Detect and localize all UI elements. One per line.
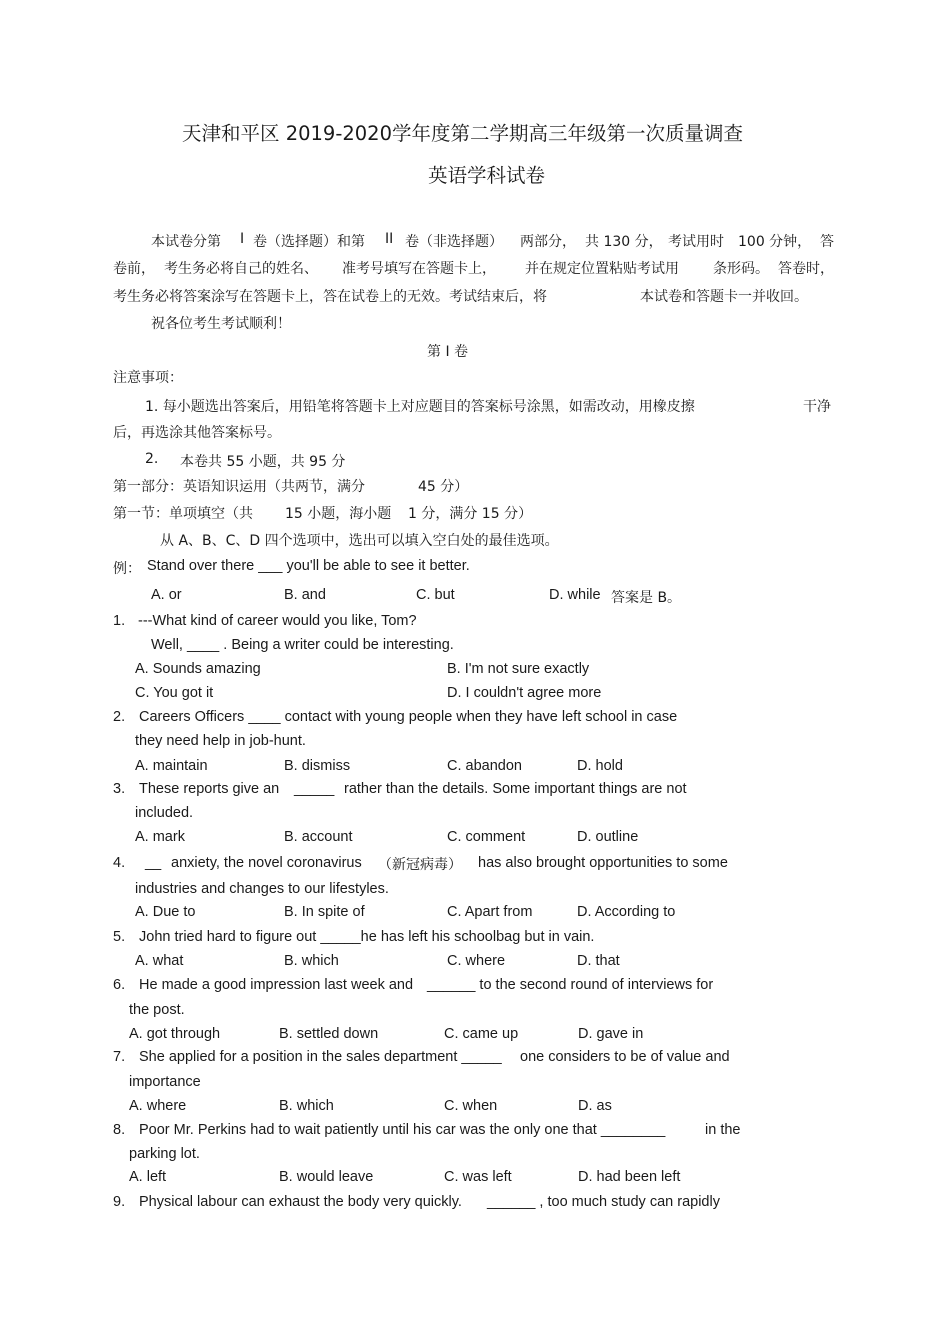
question-stem: These reports give an [139, 781, 280, 797]
question-blank: _____ [294, 781, 335, 797]
question-number: 8. [113, 1122, 126, 1138]
question-stem: they need help in job-hunt. [135, 733, 306, 749]
option-a: A. Due to [135, 904, 196, 920]
question-stem: She applied for a position in the sales department _____ [139, 1049, 502, 1065]
question-stem: John tried hard to figure out _____he has left his schoolbag but in vain. [139, 929, 595, 945]
intro-text: 卷（选择题）和第 [253, 234, 365, 250]
option-a: A. maintain [135, 758, 208, 774]
question-stem: ______ , too much study can rapidly [487, 1194, 720, 1210]
question-stem: Physical labour can exhaust the body very quickly. [139, 1194, 462, 1210]
intro-text: 答 [820, 234, 834, 250]
good-luck-text: 祝各位考生考试顺利！ [151, 316, 291, 332]
question-number: 4. [113, 855, 126, 871]
example-stem: Stand over there ___ you'll be able to see it better. [147, 558, 470, 574]
option-c: C. comment [447, 829, 526, 845]
option-d: D. gave in [578, 1026, 644, 1042]
question-stem: Well, ____ . Being a writer could be interesting. [151, 637, 454, 653]
part-heading: 第一部分：英语知识运用（共两节，满分 [113, 479, 365, 495]
question-stem: （新冠病毒） [378, 857, 462, 873]
option-b: B. would leave [279, 1169, 374, 1185]
notice-heading: 注意事项： [113, 370, 183, 386]
question-stem: industries and changes to our lifestyles. [135, 881, 389, 897]
option-d: D. had been left [578, 1169, 681, 1185]
question-number: 7. [113, 1049, 126, 1065]
option-c: C. where [447, 953, 506, 969]
question-stem: one considers to be of value and [520, 1049, 730, 1065]
question-stem: included. [135, 805, 194, 821]
option-d: D. outline [577, 829, 639, 845]
question-stem: anxiety, the novel coronavirus [171, 855, 362, 871]
notice-item-1: 干净 [803, 399, 831, 415]
intro-text: 条形码。 [713, 261, 769, 277]
option-b: B. account [284, 829, 353, 845]
option-c: C. You got it [135, 685, 214, 701]
intro-text: 考生务必将答案涂写在答题卡上，答在试卷上的无效。考试结束后，将 [113, 289, 547, 305]
intro-text: 本试卷分第 [151, 234, 221, 250]
option-c: C. abandon [447, 758, 522, 774]
option-b: B. which [279, 1098, 334, 1114]
intro-text: 两部分， [520, 234, 576, 250]
intro-text: 答卷时， [778, 261, 834, 277]
volume-heading: 第 I 卷 [427, 344, 469, 360]
option-c: C. was left [444, 1169, 512, 1185]
option-a: A. where [129, 1098, 187, 1114]
question-stem: importance [129, 1074, 201, 1090]
option-a: A. Sounds amazing [135, 661, 261, 677]
exam-title: 天津和平区 2019-2020学年度第二学期高三年级第一次质量调查 [182, 122, 743, 145]
question-stem: ---What kind of career would you like, Tom? [138, 613, 417, 629]
option-c: C. when [444, 1098, 498, 1114]
question-number: 6. [113, 977, 126, 993]
option-b: B. In spite of [284, 904, 365, 920]
question-stem: Careers Officers ____ contact with young people when they have left school in case [139, 709, 678, 725]
intro-text: 并在规定位置粘贴考试用 [525, 261, 679, 277]
option-c: C. Apart from [447, 904, 533, 920]
intro-text: 考生务必将自己的姓名、 [164, 261, 318, 277]
intro-text: 准考号填写在答题卡上， [342, 261, 496, 277]
question-blank: __ [145, 855, 162, 871]
option-a: A. mark [135, 829, 185, 845]
option-b: B. I'm not sure exactly [447, 661, 590, 677]
notice-item-1: 1. 每小题选出答案后，用铅笔将答题卡上对应题目的答案标号涂黑，如需改动，用橡皮擦 [145, 399, 695, 415]
question-number: 9. [113, 1194, 126, 1210]
option-b: B. which [284, 953, 339, 969]
notice-item-2: 本卷共 55 小题，共 95 分 [180, 454, 346, 470]
instruction-text: 从 A、B、C、D 四个选项中，选出可以填入空白处的最佳选项。 [160, 533, 559, 549]
question-stem: Poor Mr. Perkins had to wait patiently until his car was the only one that ________ [139, 1122, 666, 1138]
option-a: A. what [135, 953, 184, 969]
exam-subtitle: 英语学科试卷 [428, 164, 546, 187]
section-heading: 15 小题，海小题 [285, 506, 392, 522]
question-number: 3. [113, 781, 126, 797]
option-a: A. got through [129, 1026, 221, 1042]
intro-text: 考试用时 [668, 234, 724, 250]
example-option-b: B. and [284, 587, 326, 603]
option-d: D. as [578, 1098, 612, 1114]
option-b: B. dismiss [284, 758, 351, 774]
question-stem: has also brought opportunities to some [478, 855, 728, 871]
option-d: D. According to [577, 904, 676, 920]
intro-text: II [385, 231, 394, 247]
question-number: 2. [113, 709, 126, 725]
notice-item-2: 2. [145, 451, 159, 467]
intro-text: 卷前， [113, 261, 155, 277]
example-option-d: D. while [549, 587, 601, 603]
question-stem: parking lot. [129, 1146, 200, 1162]
intro-text: I [240, 231, 245, 247]
option-c: C. came up [444, 1026, 519, 1042]
question-stem: rather than the details. Some important things are not [344, 781, 687, 797]
question-stem: in the [705, 1122, 741, 1138]
example-label: 例： [113, 561, 141, 577]
intro-text: 本试卷和答题卡一并收回。 [640, 289, 808, 305]
question-stem: the post. [129, 1002, 185, 1018]
question-number: 1. [113, 613, 126, 629]
section-heading: 1 分，满分 15 分） [408, 506, 533, 522]
option-b: B. settled down [279, 1026, 379, 1042]
intro-text: 卷（非选择题） [405, 234, 503, 250]
option-d: D. hold [577, 758, 623, 774]
example-option-c: C. but [416, 587, 455, 603]
option-d: D. that [577, 953, 620, 969]
question-number: 5. [113, 929, 126, 945]
question-stem: ______ to the second round of interviews for [427, 977, 714, 993]
section-heading: 第一节：单项填空（共 [113, 506, 253, 522]
intro-text: 共 130 分， [585, 234, 663, 250]
example-option-a: A. or [151, 587, 182, 603]
option-d: D. I couldn't agree more [447, 685, 602, 701]
option-a: A. left [129, 1169, 167, 1185]
notice-item-1: 后，再选涂其他答案标号。 [113, 425, 281, 441]
example-answer: 答案是 B。 [611, 590, 682, 606]
question-stem: He made a good impression last week and [139, 977, 414, 993]
intro-text: 100 分钟， [738, 234, 812, 250]
part-heading: 45 分） [418, 479, 469, 495]
